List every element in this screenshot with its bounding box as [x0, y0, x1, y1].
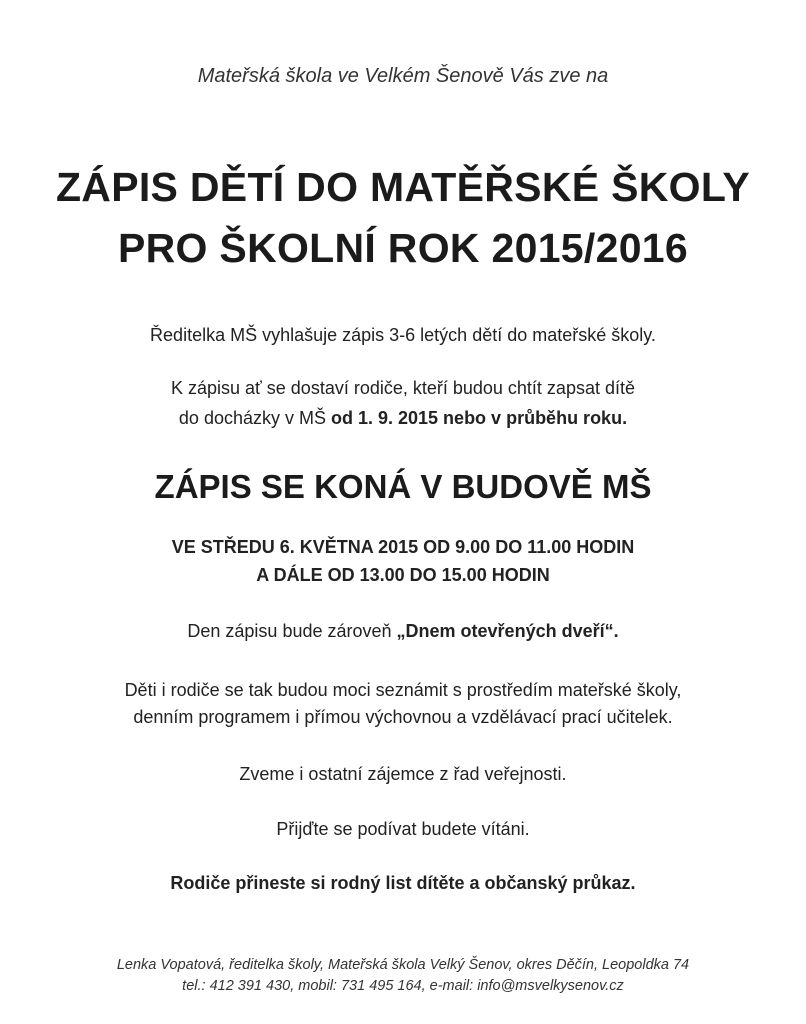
attendance-line-1: K zápisu ať se dostaví rodiče, kteří budou chtít zapsat dítě	[170, 378, 635, 398]
announcement-text: Ředitelka MŠ vyhlašuje zápis 3-6 letých dětí do mateřské školy.	[150, 325, 656, 345]
documents-note: Rodiče přineste si rodný list dítěte a občanský průkaz.	[170, 873, 636, 893]
invite-public-line: Zveme i ostatní zájemce z řad veřejnosti.	[239, 764, 567, 784]
open-day-bold: „Dnem otevřených dveří“.	[396, 621, 619, 641]
attendance-prefix: do docházky v MŠ	[178, 408, 331, 428]
open-day-line	[0, 621, 806, 642]
description-line-1: Děti i rodiče se tak budou moci seznámit s prostředím mateřské školy,	[124, 680, 682, 700]
title-line-1: ZÁPIS DĚTÍ DO MATĚŘSKÉ ŠKOLY	[55, 164, 751, 210]
intro-line: Mateřská škola ve Velkém Šenově Vás zve na	[197, 65, 609, 87]
attendance-date-bold: od 1. 9. 2015 nebo v průběhu roku.	[331, 408, 628, 428]
footer-line-2: tel.: 412 391 430, mobil: 731 495 164, e-mail: info@msvelkysenov.cz	[182, 978, 624, 994]
welcome-line: Přijďte se podívat budete vítáni.	[276, 819, 530, 839]
datetime-line-2: A DÁLE OD 13.00 DO 15.00 HODIN	[256, 565, 550, 585]
footer-line-1: Lenka Vopatová, ředitelka školy, Mateřská škola Velký Šenov, okres Děčín, Leopoldka 74	[116, 957, 690, 973]
attendance-line-2	[0, 408, 806, 429]
title-line-2: PRO ŠKOLNÍ ROK 2015/2016	[117, 225, 689, 271]
open-day-prefix: Den zápisu bude zároveň	[187, 621, 397, 641]
description-line-2: denním programem i přímou výchovnou a vzdělávací prací učitelek.	[133, 707, 673, 727]
datetime-line-1: VE STŘEDU 6. KVĚTNA 2015 OD 9.00 DO 11.00 HODIN	[171, 537, 635, 557]
venue-heading: ZÁPIS SE KONÁ V BUDOVĚ MŠ	[154, 468, 652, 505]
